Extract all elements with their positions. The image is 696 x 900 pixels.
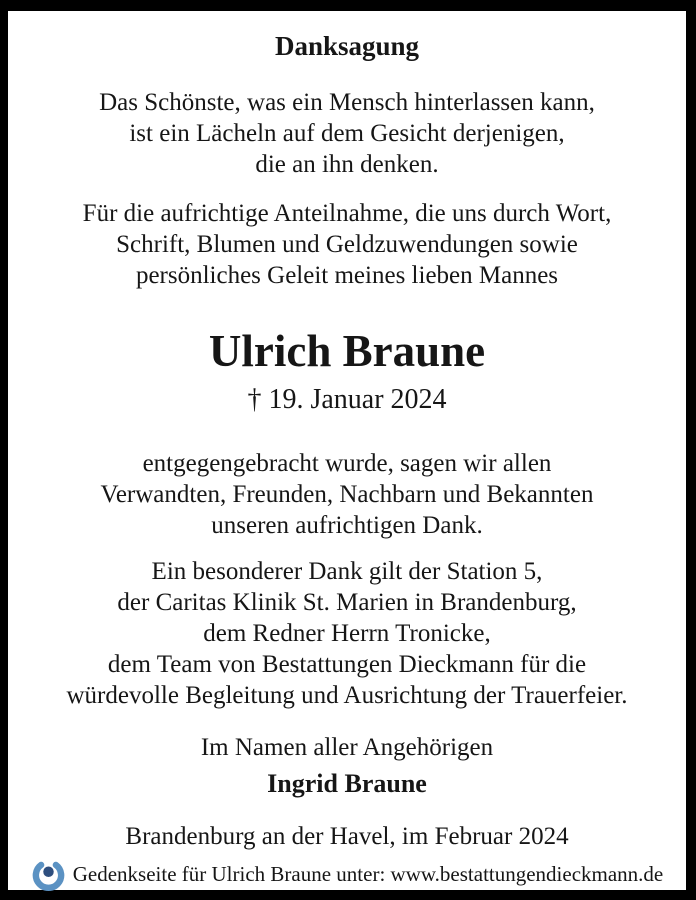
intro-line: Für die aufrichtige Anteilnahme, die uns durch Wort,: [82, 200, 612, 227]
memorial-logo-dot: [43, 867, 54, 878]
special-thanks-line: dem Team von Bestattungen Dieckmann für die: [107, 651, 587, 678]
closing-line: Im Namen aller Angehörigen: [200, 734, 494, 761]
epigraph-paragraph: [99, 87, 595, 180]
thanks-line: entgegengebracht wurde, sagen wir allen: [142, 450, 552, 477]
special-thanks-line: der Caritas Klinik St. Marien in Brandenburg,: [117, 589, 577, 616]
intro-paragraph: [83, 198, 612, 291]
memorial-site-text: Gedenkseite für Ulrich Braune unter: www.bestattungendieckmann.de: [72, 861, 664, 886]
thanks-line: Verwandten, Freunden, Nachbarn und Bekannten: [100, 481, 594, 508]
special-thanks-line: dem Redner Herrn Tronicke,: [203, 620, 491, 647]
obituary-notice: [8, 11, 686, 890]
special-thanks-paragraph: [67, 556, 628, 711]
death-date: † 19. Januar 2024: [247, 384, 447, 415]
intro-line: Schrift, Blumen und Geldzuwendungen sowie: [116, 231, 578, 258]
epigraph-line: ist ein Lächeln auf dem Gesicht derjenigen,: [129, 120, 565, 147]
special-thanks-line: würdevolle Begleitung und Ausrichtung der Trauerfeier.: [66, 682, 628, 709]
thanks-paragraph: [101, 448, 594, 541]
epigraph-line: Das Schönste, was ein Mensch hinterlassen kann,: [99, 89, 595, 116]
notice-title: Danksagung: [274, 31, 420, 61]
memorial-logo-icon: [31, 855, 66, 892]
memorial-footer: [8, 855, 686, 892]
thanks-line: unseren aufrichtigen Dank.: [211, 512, 483, 539]
intro-line: persönliches Geleit meines lieben Mannes: [135, 262, 559, 289]
epigraph-line: die an ihn denken.: [255, 151, 439, 178]
special-thanks-line: Ein besonderer Dank gilt der Station 5,: [151, 558, 543, 585]
place-date-line: Brandenburg an der Havel, im Februar 2024: [125, 823, 569, 850]
deceased-name: Ulrich Braune: [208, 326, 486, 376]
signature-name: Ingrid Braune: [267, 769, 427, 798]
